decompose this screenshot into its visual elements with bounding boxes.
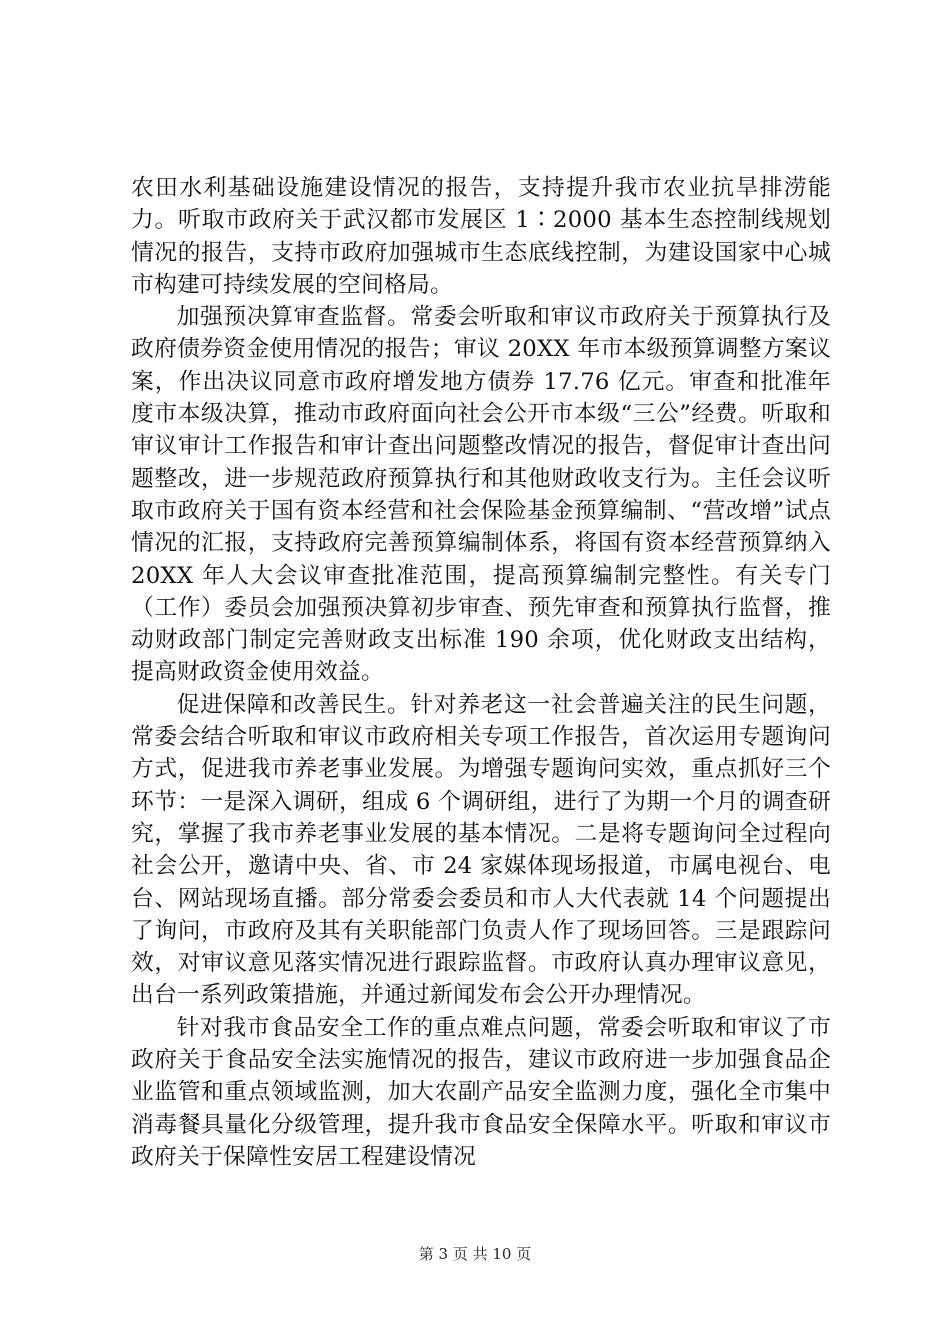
- paragraph-2: 加强预决算审查监督。常委会听取和审议市政府关于预算执行及政府债券资金使用情况的报告；审议 20XX 年市本级预算调整方案议案，作出决议同意市政府增发地方债券 17.76 亿元。审查和批准年度市本级决算，推动市政府面向社会公开市本级“三公”经费。听取和审议审计工作报告和审计查出问题整改情况的报告，督促审计查出问题整改，进一步规范政府预算执行和其他财政收支行为。主任会议听取市政府关于国有资本经营和社会保险基金预算编制、“营改增”试点情况的汇报，支持政府完善预算编制体系，将国有资本经营预算纳入 20XX 年人大会议审查批准范围，提高预算编制完整性。有关专门（工作）委员会加强预决算初步审查、预先审查和预算执行监督，推动财政部门制定完善财政支出标准 190 余项，优化财政支出结构，提高财政资金使用效益。: [131, 304, 831, 686]
- paragraph-3: 促进保障和改善民生。针对养老这一社会普遍关注的民生问题，常委会结合听取和审议市政府相关专项工作报告，首次运用专题询问方式，促进我市养老事业发展。为增强专题询问实效，重点抓好三个环节：一是深入调研，组成 6 个调研组，进行了为期一个月的调查研究，掌握了我市养老事业发展的基本情况。二是将专题询问全过程向社会公开，邀请中央、省、市 24 家媒体现场报道，市属电视台、电台、网站现场直播。部分常委会委员和市人大代表就 14 个问题提出了询问，市政府及其有关职能部门负责人作了现场回答。三是跟踪问效，对审议意见落实情况进行跟踪监督。市政府认真办理审议意见，出台一系列政策措施，并通过新闻发布会公开办理情况。: [131, 691, 831, 1009]
- document-body: [131, 172, 831, 1173]
- page-number-label: 第 3 页 共 10 页: [418, 1245, 532, 1263]
- page-footer: [0, 1244, 950, 1264]
- paragraph-4: 针对我市食品安全工作的重点难点问题，常委会听取和审议了市政府关于食品安全法实施情况的报告，建议市政府进一步加强食品企业监管和重点领域监测，加大农副产品安全监测力度，强化全市集中消毒餐具量化分级管理，提升我市食品安全保障水平。听取和审议市政府关于保障性安居工程建设情况: [131, 1014, 831, 1170]
- paragraph-1: 农田水利基础设施建设情况的报告，支持提升我市农业抗旱排涝能力。听取市政府关于武汉都市发展区 1∶2000 基本生态控制线规划情况的报告，支持市政府加强城市生态底线控制，为建设国家中心城市构建可持续发展的空间格局。: [131, 175, 831, 298]
